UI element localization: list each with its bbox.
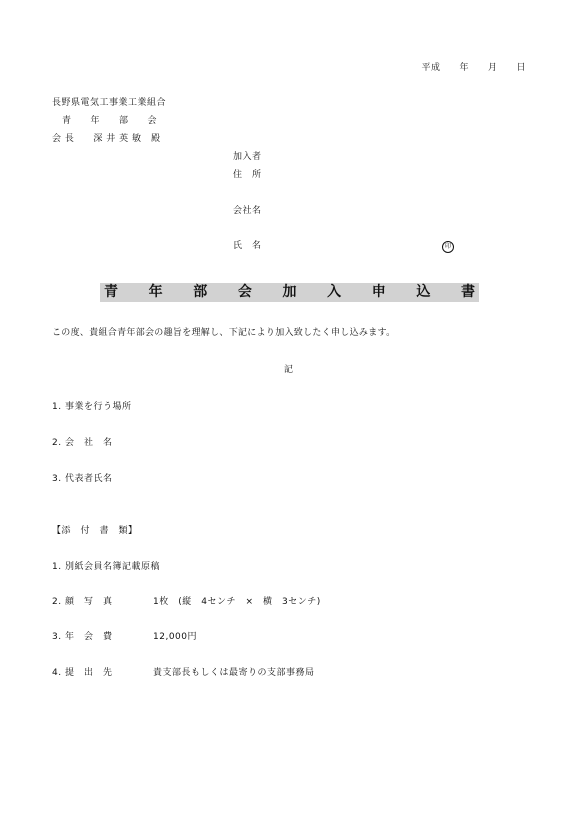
application-statement: この度、貴組合青年部会の趣旨を理解し、下記により加入致したく申し込みます。 [52, 328, 396, 338]
title-char: 部 [193, 284, 208, 300]
address-label: 住 所 [233, 170, 262, 180]
item-business-location: 1. 事業を行う場所 [52, 402, 132, 412]
date-line: 平成 年 月 日 [421, 63, 526, 73]
title-char: 申 [371, 284, 386, 300]
title-char: 加 [282, 284, 297, 300]
title-char: 込 [416, 284, 431, 300]
item-company-name: 2. 会 社 名 [52, 438, 113, 448]
attachment-fee-label: 3. 年 会 費 [52, 632, 113, 642]
title-char: 書 [461, 284, 475, 300]
addressee-section: 青 年 部 会 [62, 116, 158, 126]
attachments-heading: 【添 付 書 類】 [52, 526, 138, 536]
company-name-label: 会社名 [233, 206, 262, 216]
attachment-submit-value: 貴支部長もしくは最寄りの支部事務局 [153, 668, 315, 678]
seal-mark: 印 [442, 241, 454, 253]
document-title [100, 283, 479, 302]
addressee-chairman: 会 長 深 井 英 敏 殿 [52, 134, 161, 144]
attachment-submit-label: 4. 提 出 先 [52, 668, 113, 678]
name-label: 氏 名 [233, 241, 262, 251]
attachment-fee-value: 12,000円 [153, 632, 197, 642]
attachment-roster-draft: 1. 別紙会員名簿記載原稿 [52, 562, 160, 572]
attachment-photo-label: 2. 顔 写 真 [52, 597, 113, 607]
applicant-label: 加入者 [233, 152, 262, 162]
addressee-union: 長野県電気工事業工業組合 [52, 98, 167, 108]
ki-mark: 記 [284, 365, 294, 375]
title-char: 会 [237, 284, 252, 300]
title-char: 入 [327, 284, 342, 300]
item-representative-name: 3. 代表者氏名 [52, 474, 113, 484]
title-char: 青 [104, 284, 118, 300]
attachment-photo-value: 1枚 (縦 4センチ × 横 3センチ) [153, 597, 321, 607]
title-char: 年 [148, 284, 163, 300]
